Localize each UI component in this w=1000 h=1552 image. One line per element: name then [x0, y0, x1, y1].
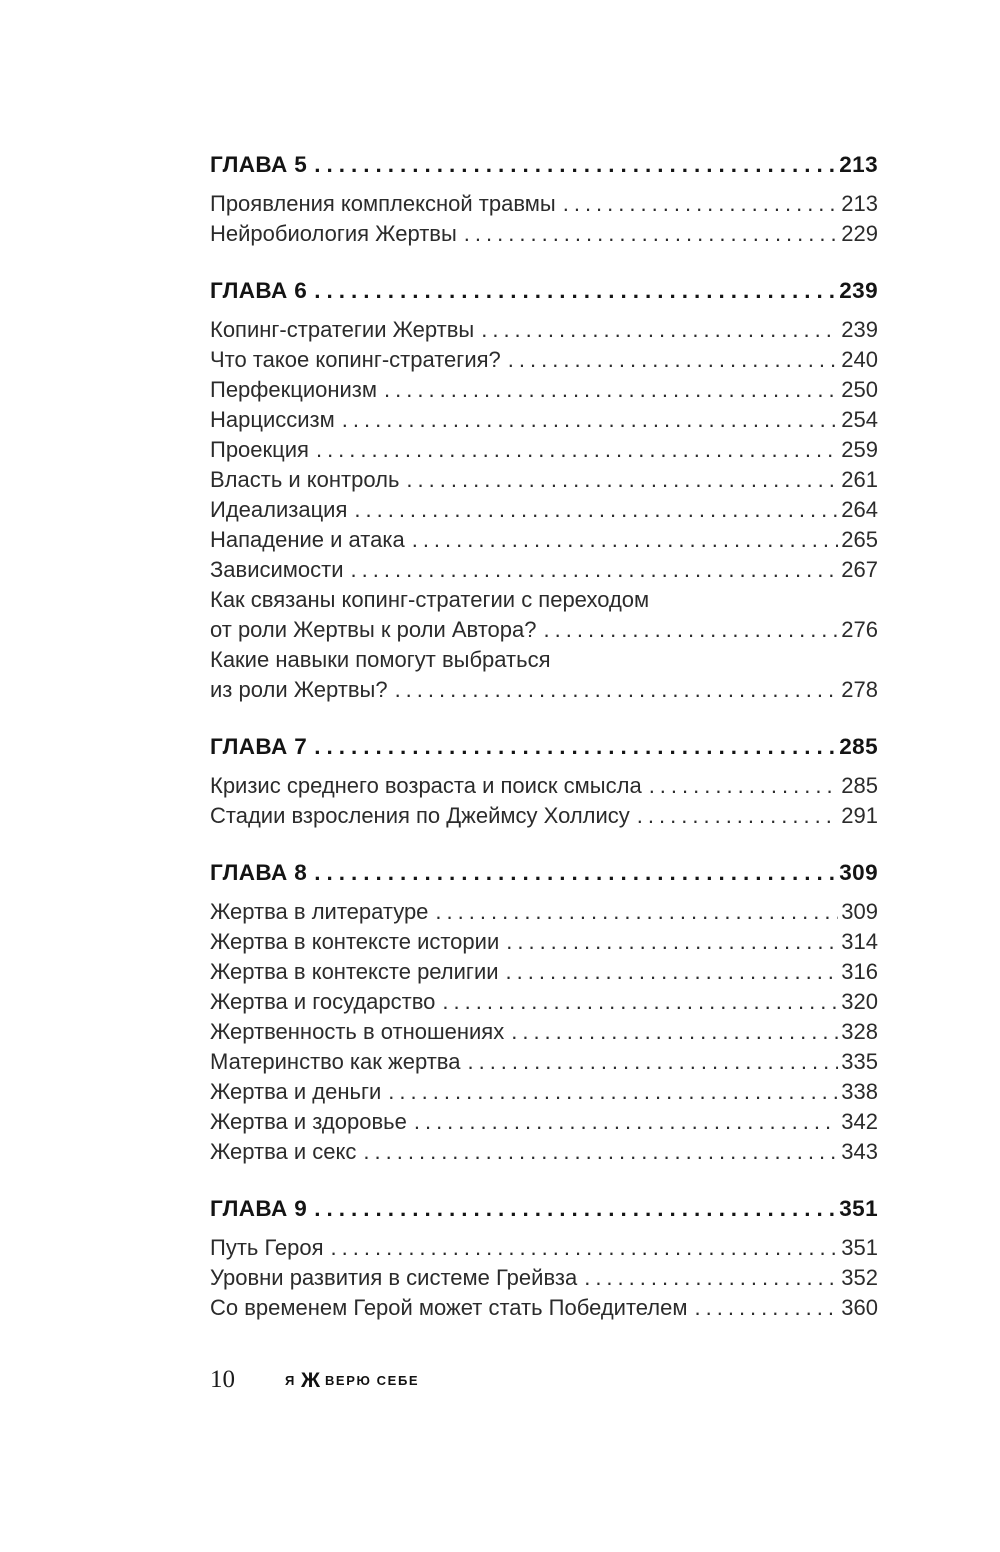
toc-section: [210, 732, 878, 831]
entry-title: Как связаны копинг-стратегии с переходом: [210, 587, 650, 612]
toc-entry-row: [210, 645, 878, 675]
dot-leader: [563, 189, 839, 219]
chapter-title: ГЛАВА 7: [210, 734, 308, 759]
entry-title: от роли Жертвы к роли Автора?: [210, 617, 537, 642]
toc-entry-row: [210, 675, 878, 705]
toc-entry-row: [210, 435, 878, 465]
entry-page-number: 342: [841, 1109, 878, 1134]
dot-leader: [464, 219, 838, 249]
dot-leader: [363, 1137, 838, 1167]
toc-entry-row: [210, 525, 878, 555]
entry-title: Проявления комплексной травмы: [210, 191, 556, 216]
folio-page-number: 10: [210, 1366, 235, 1393]
entry-page-number: 265: [841, 527, 878, 552]
dot-leader: [342, 405, 839, 435]
entry-title: Зависимости: [210, 557, 344, 582]
dot-leader: [384, 375, 838, 405]
toc-entry-row: [210, 1107, 878, 1137]
toc-entry-row: [210, 1263, 878, 1293]
entry-page-number: 240: [841, 347, 878, 372]
entry-title: Жертва и деньги: [210, 1079, 382, 1104]
toc-entry-row: [210, 585, 878, 615]
entry-title: Со временем Герой может стать Победителем: [210, 1295, 688, 1320]
entry-page-number: 338: [841, 1079, 878, 1104]
entry-title: Кризис среднего возраста и поиск смысла: [210, 773, 642, 798]
chapter-title: ГЛАВА 6: [210, 278, 308, 303]
entry-page-number: 259: [841, 437, 878, 462]
entry-page-number: 276: [841, 617, 878, 642]
toc-entry-row: [210, 987, 878, 1017]
entry-page-number: 314: [841, 929, 878, 954]
toc-chapter-row: [210, 858, 878, 888]
toc-entry-row: [210, 897, 878, 927]
entry-page-number: 254: [841, 407, 878, 432]
entry-title: Уровни развития в системе Грейвза: [210, 1265, 578, 1290]
chapter-page-number: 285: [839, 734, 878, 759]
toc-entry-row: [210, 189, 878, 219]
entry-page-number: 285: [841, 773, 878, 798]
entry-page-number: 267: [841, 557, 878, 582]
entry-title: Путь Героя: [210, 1235, 324, 1260]
dot-leader: [506, 927, 838, 957]
toc-entry-row: [210, 465, 878, 495]
entry-title: Стадии взросления по Джеймсу Холлису: [210, 803, 630, 828]
toc-chapter-row: [210, 732, 878, 762]
toc-chapter-row: [210, 1194, 878, 1224]
entry-title: Перфекционизм: [210, 377, 378, 402]
entry-title: Власть и контроль: [210, 467, 400, 492]
chapter-title: ГЛАВА 8: [210, 860, 308, 885]
toc-entry-row: [210, 771, 878, 801]
dot-leader: [406, 465, 838, 495]
dot-leader: [395, 675, 839, 705]
toc-entry-row: [210, 405, 878, 435]
entry-title: Жертва в литературе: [210, 899, 429, 924]
entry-title: Проекция: [210, 437, 309, 462]
entry-page-number: 320: [841, 989, 878, 1014]
dot-leader: [331, 1233, 839, 1263]
dot-leader: [695, 1293, 839, 1323]
entry-page-number: 309: [841, 899, 878, 924]
dot-leader: [412, 525, 839, 555]
toc-chapter-row: [210, 150, 878, 180]
toc-entry-row: [210, 1047, 878, 1077]
entry-page-number: 278: [841, 677, 878, 702]
dot-leader: [314, 1194, 836, 1224]
toc-entry-row: [210, 315, 878, 345]
dot-leader: [314, 276, 836, 306]
dot-leader: [481, 315, 838, 345]
entry-title: Жертва и секс: [210, 1139, 357, 1164]
entry-page-number: 351: [841, 1235, 878, 1260]
dot-leader: [511, 1017, 838, 1047]
toc-section: [210, 1194, 878, 1323]
entry-title: Нейробиология Жертвы: [210, 221, 457, 246]
dot-leader: [354, 495, 838, 525]
entry-page-number: 213: [841, 191, 878, 216]
toc-entry-row: [210, 495, 878, 525]
toc-entry-row: [210, 1137, 878, 1167]
chapter-title: ГЛАВА 5: [210, 152, 308, 177]
dot-leader: [544, 615, 839, 645]
chapter-page-number: 239: [839, 278, 878, 303]
entry-title: Идеализация: [210, 497, 348, 522]
entry-title: Жертва в контексте истории: [210, 929, 500, 954]
dot-leader: [637, 801, 838, 831]
entry-page-number: 316: [841, 959, 878, 984]
toc-entry-row: [210, 219, 878, 249]
dot-leader: [314, 858, 836, 888]
dot-leader: [506, 957, 839, 987]
entry-title: Жертвенность в отношениях: [210, 1019, 505, 1044]
entry-title: Нападение и атака: [210, 527, 405, 552]
dot-leader: [435, 897, 838, 927]
entry-page-number: 360: [841, 1295, 878, 1320]
toc-entry-row: [210, 1233, 878, 1263]
book-brand: [285, 1370, 419, 1391]
entry-page-number: 239: [841, 317, 878, 342]
entry-page-number: 250: [841, 377, 878, 402]
dot-leader: [316, 435, 838, 465]
entry-page-number: 291: [841, 803, 878, 828]
toc-entry-row: [210, 375, 878, 405]
toc-entry-row: [210, 1293, 878, 1323]
brand-text-pre: Я: [285, 1372, 296, 1388]
toc-entry-row: [210, 555, 878, 585]
toc-entry-row: [210, 957, 878, 987]
dot-leader: [442, 987, 838, 1017]
dot-leader: [414, 1107, 838, 1137]
entry-title: Копинг-стратегии Жертвы: [210, 317, 475, 342]
dot-leader: [467, 1047, 838, 1077]
entry-page-number: 229: [841, 221, 878, 246]
toc-entry-row: [210, 615, 878, 645]
toc-entry-row: [210, 1017, 878, 1047]
dot-leader: [584, 1263, 838, 1293]
toc-entry-row: [210, 927, 878, 957]
page-footer: [210, 1366, 419, 1394]
entry-title: Жертва в контексте религии: [210, 959, 499, 984]
toc-entry-row: [210, 801, 878, 831]
entry-title: Какие навыки помогут выбраться: [210, 647, 551, 672]
chapter-page-number: 213: [839, 152, 878, 177]
dot-leader: [508, 345, 839, 375]
entry-page-number: 264: [841, 497, 878, 522]
entry-page-number: 328: [841, 1019, 878, 1044]
toc-section: [210, 276, 878, 705]
table-of-contents: [210, 150, 878, 1323]
entry-page-number: 261: [841, 467, 878, 492]
entry-page-number: 335: [841, 1049, 878, 1074]
entry-title: Что такое копинг-стратегия?: [210, 347, 501, 372]
entry-page-number: 343: [841, 1139, 878, 1164]
toc-chapter-row: [210, 276, 878, 306]
dot-leader: [314, 150, 836, 180]
entry-title: из роли Жертвы?: [210, 677, 388, 702]
entry-title: Нарциссизм: [210, 407, 335, 432]
dot-leader: [388, 1077, 838, 1107]
dot-leader: [649, 771, 839, 801]
toc-section: [210, 150, 878, 249]
brand-zh-logo-icon: Ж: [300, 1368, 320, 1392]
toc-entry-row: [210, 345, 878, 375]
dot-leader: [314, 732, 836, 762]
chapter-title: ГЛАВА 9: [210, 1196, 308, 1221]
toc-entry-row: [210, 1077, 878, 1107]
entry-title: Жертва и государство: [210, 989, 436, 1014]
entry-title: Материнство как жертва: [210, 1049, 461, 1074]
brand-text-post: ВЕРЮ СЕБЕ: [324, 1372, 420, 1388]
entry-page-number: 352: [841, 1265, 878, 1290]
dot-leader: [351, 555, 839, 585]
entry-title: Жертва и здоровье: [210, 1109, 407, 1134]
chapter-page-number: 309: [839, 860, 878, 885]
chapter-page-number: 351: [839, 1196, 878, 1221]
toc-section: [210, 858, 878, 1167]
